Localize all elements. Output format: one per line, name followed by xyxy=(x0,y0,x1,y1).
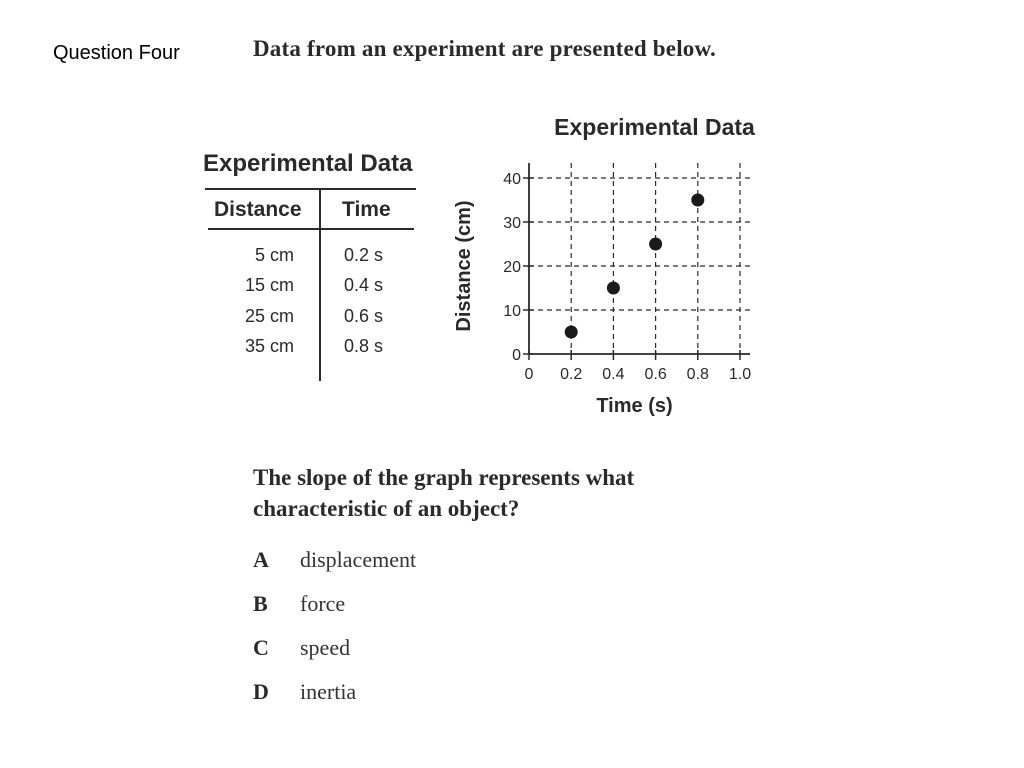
data-point xyxy=(565,326,578,339)
choice-text: inertia xyxy=(300,679,357,704)
column-header-time: Time xyxy=(342,198,391,221)
table-cell: 0.4 s xyxy=(344,275,384,295)
table-cell: 0.8 s xyxy=(344,336,384,356)
table-cell: 0.6 s xyxy=(344,306,384,326)
data-point xyxy=(649,238,662,251)
chart-title: Experimental Data xyxy=(554,114,755,140)
table-top-rule xyxy=(205,188,416,190)
x-tick-label: 0.8 xyxy=(686,366,709,383)
choice-text: force xyxy=(300,591,346,616)
table-cell: 25 cm xyxy=(244,306,294,326)
table-cell: 35 cm xyxy=(244,336,294,356)
x-tick-label: 0.2 xyxy=(560,366,583,383)
scatter-chart xyxy=(450,105,770,430)
table-column-divider xyxy=(319,190,321,381)
x-tick-label: 0 xyxy=(524,366,534,383)
question-text: The slope of the graph represents what characteristic of an object? xyxy=(253,465,635,521)
y-tick-label: 20 xyxy=(503,259,521,276)
choice-letter: C xyxy=(253,635,269,660)
table-cell: 15 cm xyxy=(244,275,294,295)
x-axis-label: Time (s) xyxy=(596,395,673,417)
table-title: Experimental Data xyxy=(203,150,413,177)
choice-letter: B xyxy=(253,591,268,616)
slide-label: Question Four xyxy=(53,42,180,64)
choice-text: speed xyxy=(300,635,351,660)
intro-text: Data from an experiment are presented below. xyxy=(253,36,716,61)
data-point xyxy=(691,194,704,207)
x-tick-label: 1.0 xyxy=(728,366,752,383)
y-tick-label: 0 xyxy=(512,347,521,364)
choice-text: displacement xyxy=(300,547,417,572)
choice-letter: A xyxy=(253,547,269,572)
column-header-distance: Distance xyxy=(214,198,302,221)
x-tick-label: 0.6 xyxy=(644,366,667,383)
table-cell: 5 cm xyxy=(254,245,294,265)
y-tick-label: 10 xyxy=(503,303,521,320)
data-point xyxy=(607,282,620,295)
x-tick-label: 0.4 xyxy=(602,366,625,383)
y-tick-label: 30 xyxy=(503,215,521,232)
y-axis-label: Distance (cm) xyxy=(453,200,475,332)
table-cell: 0.2 s xyxy=(344,245,384,265)
table-header-rule xyxy=(208,228,414,230)
choice-letter: D xyxy=(253,679,269,704)
y-tick-label: 40 xyxy=(503,171,521,188)
